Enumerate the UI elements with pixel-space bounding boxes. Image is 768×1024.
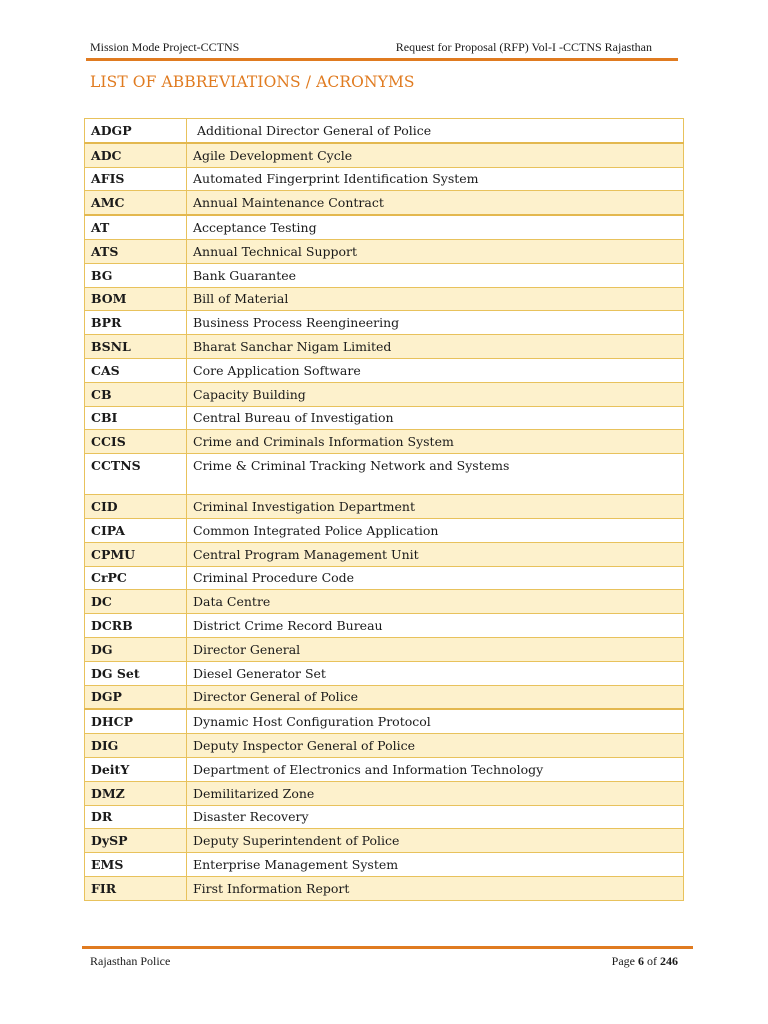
expansion-cell: Capacity Building <box>187 382 684 406</box>
header-divider <box>86 58 678 61</box>
abbreviation-cell: AT <box>85 215 187 239</box>
table-row <box>85 590 684 614</box>
abbreviation-cell: ADGP <box>85 119 187 143</box>
abbreviation-cell: CB <box>85 382 187 406</box>
page-title: LIST OF ABBREVIATIONS / ACRONYMS <box>90 73 415 91</box>
abbreviation-cell: DySP <box>85 829 187 853</box>
abbreviation-cell: DHCP <box>85 709 187 733</box>
expansion-cell: Additional Director General of Police <box>187 119 684 143</box>
table-row <box>85 454 684 495</box>
table-row <box>85 311 684 335</box>
table-row <box>85 829 684 853</box>
abbreviation-cell: CIPA <box>85 518 187 542</box>
abbreviation-cell: BPR <box>85 311 187 335</box>
abbreviation-cell: CCTNS <box>85 454 187 495</box>
expansion-cell: Data Centre <box>187 590 684 614</box>
header-document-title: Request for Proposal (RFP) Vol-I -CCTNS Rajasthan <box>395 40 652 54</box>
table-row <box>85 335 684 359</box>
expansion-cell: Bank Guarantee <box>187 263 684 287</box>
page-total: 246 <box>660 954 678 968</box>
table-row <box>85 734 684 758</box>
table-row <box>85 263 684 287</box>
abbreviation-cell: CBI <box>85 406 187 430</box>
abbreviation-cell: DG Set <box>85 661 187 685</box>
abbreviation-cell: DGP <box>85 685 187 709</box>
abbreviations-table <box>84 118 684 901</box>
expansion-cell: Central Program Management Unit <box>187 542 684 566</box>
table-row <box>85 495 684 519</box>
expansion-cell: First Information Report <box>187 876 684 900</box>
table-row <box>85 685 684 709</box>
abbreviation-cell: CrPC <box>85 566 187 590</box>
table-row <box>85 287 684 311</box>
expansion-cell: Business Process Reengineering <box>187 311 684 335</box>
expansion-cell: Deputy Inspector General of Police <box>187 734 684 758</box>
expansion-cell: Core Application Software <box>187 358 684 382</box>
footer-divider <box>82 946 693 949</box>
table-row <box>85 757 684 781</box>
abbreviation-cell: DCRB <box>85 614 187 638</box>
abbreviation-cell: DeitY <box>85 757 187 781</box>
table-row <box>85 191 684 215</box>
abbreviation-cell: CAS <box>85 358 187 382</box>
table-row <box>85 637 684 661</box>
expansion-cell: Crime and Criminals Information System <box>187 430 684 454</box>
table-row <box>85 542 684 566</box>
table-row <box>85 119 684 143</box>
expansion-cell: Bharat Sanchar Nigam Limited <box>187 335 684 359</box>
page-number <box>612 954 678 969</box>
table-row <box>85 358 684 382</box>
abbreviation-cell: ADC <box>85 143 187 167</box>
expansion-cell: Director General of Police <box>187 685 684 709</box>
expansion-cell: Acceptance Testing <box>187 215 684 239</box>
abbreviation-cell: BG <box>85 263 187 287</box>
table-row <box>85 382 684 406</box>
page-label: Page <box>611 954 635 968</box>
footer-organization: Rajasthan Police <box>90 954 171 968</box>
table-row <box>85 518 684 542</box>
abbreviations-table-body <box>85 119 684 901</box>
expansion-cell: Director General <box>187 637 684 661</box>
table-row <box>85 406 684 430</box>
abbreviation-cell: FIR <box>85 876 187 900</box>
expansion-cell: Criminal Procedure Code <box>187 566 684 590</box>
expansion-cell: Central Bureau of Investigation <box>187 406 684 430</box>
abbreviation-cell: DIG <box>85 734 187 758</box>
expansion-cell: Common Integrated Police Application <box>187 518 684 542</box>
abbreviation-cell: ATS <box>85 239 187 263</box>
page-of-label: of <box>647 954 657 968</box>
expansion-cell: Diesel Generator Set <box>187 661 684 685</box>
expansion-cell: District Crime Record Bureau <box>187 614 684 638</box>
abbreviation-cell: BSNL <box>85 335 187 359</box>
page-current: 6 <box>638 954 644 968</box>
expansion-cell: Department of Electronics and Information Technology <box>187 757 684 781</box>
abbreviation-cell: DR <box>85 805 187 829</box>
expansion-cell: Automated Fingerprint Identification System <box>187 167 684 191</box>
abbreviation-cell: DG <box>85 637 187 661</box>
abbreviation-cell: AMC <box>85 191 187 215</box>
abbreviation-cell: DMZ <box>85 781 187 805</box>
table-row <box>85 215 684 239</box>
table-row <box>85 709 684 733</box>
table-row <box>85 661 684 685</box>
table-row <box>85 143 684 167</box>
abbreviation-cell: DC <box>85 590 187 614</box>
expansion-cell: Enterprise Management System <box>187 853 684 877</box>
table-row <box>85 167 684 191</box>
page-header <box>90 40 676 58</box>
expansion-cell: Deputy Superintendent of Police <box>187 829 684 853</box>
expansion-cell: Dynamic Host Configuration Protocol <box>187 709 684 733</box>
abbreviation-cell: CID <box>85 495 187 519</box>
abbreviation-cell: EMS <box>85 853 187 877</box>
table-row <box>85 781 684 805</box>
expansion-cell: Criminal Investigation Department <box>187 495 684 519</box>
table-row <box>85 876 684 900</box>
abbreviation-cell: CPMU <box>85 542 187 566</box>
abbreviation-cell: CCIS <box>85 430 187 454</box>
abbreviation-cell: BOM <box>85 287 187 311</box>
table-row <box>85 566 684 590</box>
table-row <box>85 430 684 454</box>
table-row <box>85 853 684 877</box>
expansion-cell: Bill of Material <box>187 287 684 311</box>
table-row <box>85 805 684 829</box>
abbreviation-cell: AFIS <box>85 167 187 191</box>
expansion-cell: Annual Technical Support <box>187 239 684 263</box>
header-project-title: Mission Mode Project-CCTNS <box>90 40 240 54</box>
table-row <box>85 239 684 263</box>
expansion-cell: Disaster Recovery <box>187 805 684 829</box>
table-row <box>85 614 684 638</box>
expansion-cell: Crime & Criminal Tracking Network and Systems <box>187 454 684 495</box>
expansion-cell: Annual Maintenance Contract <box>187 191 684 215</box>
expansion-cell: Agile Development Cycle <box>187 143 684 167</box>
expansion-cell: Demilitarized Zone <box>187 781 684 805</box>
